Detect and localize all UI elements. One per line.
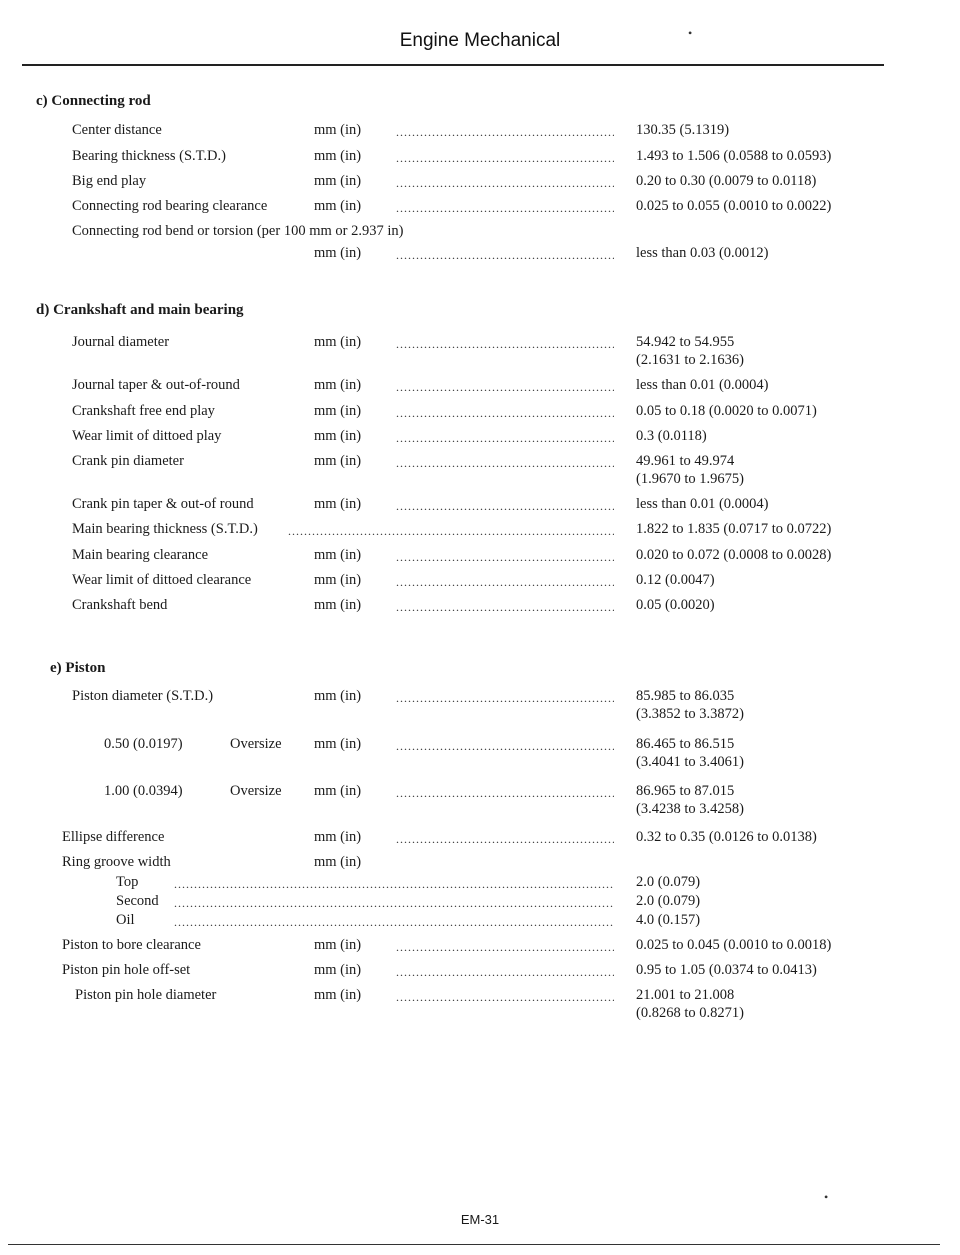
- spec-value: 0.95 to 1.05 (0.0374 to 0.0413): [636, 962, 817, 978]
- oversize-tag: Oversize: [230, 736, 282, 752]
- spec-unit: mm (in): [314, 403, 362, 419]
- spec-value-inch: (2.1631 to 2.1636): [636, 352, 744, 368]
- spec-value: 21.001 to 21.008: [636, 987, 735, 1003]
- spec-unit: mm (in): [314, 854, 362, 870]
- spec-row-pin-taper: [0, 496, 960, 520]
- spec-label: Oil: [116, 912, 135, 928]
- spec-unit: mm (in): [314, 987, 362, 1003]
- dot-leader: [396, 739, 614, 755]
- page-number: EM-31: [460, 1212, 500, 1227]
- spec-unit: mm (in): [314, 198, 362, 214]
- spec-value: 0.020 to 0.072 (0.0008 to 0.0028): [636, 547, 832, 563]
- spec-row-oversize-050: [0, 736, 960, 770]
- spec-row-main-thickness: [0, 521, 960, 545]
- spec-label: Main bearing clearance: [72, 547, 209, 563]
- dot-leader: [396, 380, 614, 396]
- spec-label: Second: [116, 893, 159, 909]
- spec-row-bearing-clearance: [0, 198, 960, 222]
- footer-rule: [8, 1244, 940, 1245]
- spec-value: 85.985 to 86.035: [636, 688, 735, 704]
- spec-unit: mm (in): [314, 962, 362, 978]
- spec-value: 54.942 to 54.955: [636, 334, 735, 350]
- spec-row-oversize-100: [0, 783, 960, 817]
- section-title-piston: e) Piston: [50, 660, 106, 676]
- spec-row-big-end-play: [0, 173, 960, 197]
- spec-row-bend-torsion: [0, 245, 960, 269]
- spec-label: Crank pin diameter: [72, 453, 184, 469]
- spec-row-piston-diameter: [0, 688, 960, 722]
- scan-mark: •: [688, 26, 693, 40]
- spec-value: less than 0.01 (0.0004): [636, 496, 769, 512]
- dot-leader: [396, 940, 614, 956]
- spec-label: Piston pin hole diameter: [75, 987, 217, 1003]
- spec-label: Center distance: [72, 122, 162, 138]
- section-title-connecting-rod: c) Connecting rod: [36, 93, 151, 109]
- spec-label: Piston pin hole off-set: [62, 962, 191, 978]
- spec-value: less than 0.01 (0.0004): [636, 377, 769, 393]
- spec-label: Bearing thickness (S.T.D.): [72, 148, 226, 164]
- spec-label: Big end play: [72, 173, 147, 189]
- spec-unit: mm (in): [314, 496, 362, 512]
- spec-row-wear-limit-play: [0, 428, 960, 452]
- spec-value: 0.05 (0.0020): [636, 597, 715, 613]
- spec-value: 2.0 (0.079): [636, 874, 701, 890]
- spec-value: 86.965 to 87.015: [636, 783, 735, 799]
- header-rule: [22, 64, 884, 66]
- spec-label: Main bearing thickness (S.T.D.): [72, 521, 258, 537]
- dot-leader: [174, 915, 614, 931]
- spec-unit: mm (in): [314, 122, 362, 138]
- spec-unit: mm (in): [314, 547, 362, 563]
- dot-leader: [174, 877, 614, 893]
- spec-label: Connecting rod bearing clearance: [72, 198, 268, 214]
- spec-unit: mm (in): [314, 428, 362, 444]
- dot-leader: [396, 965, 614, 981]
- spec-row-free-end-play: [0, 403, 960, 427]
- spec-value: 4.0 (0.157): [636, 912, 701, 928]
- spec-row-pin-offset: [0, 962, 960, 986]
- spec-label: Ring groove width: [62, 854, 171, 870]
- dot-leader: [396, 201, 614, 217]
- spec-label: Crankshaft free end play: [72, 403, 215, 419]
- scan-mark: •: [824, 1190, 829, 1204]
- dot-leader: [396, 456, 614, 472]
- spec-value: 0.32 to 0.35 (0.0126 to 0.0138): [636, 829, 817, 845]
- spec-unit: mm (in): [314, 453, 362, 469]
- dot-leader: [396, 550, 614, 566]
- spec-row-bore-clearance: [0, 937, 960, 961]
- spec-label: Crankshaft bend: [72, 597, 168, 613]
- spec-label: Top: [116, 874, 139, 890]
- spec-label: 1.00 (0.0394): [104, 783, 183, 799]
- dot-leader: [396, 499, 614, 515]
- spec-row-pin-diameter: [0, 453, 960, 487]
- dot-leader: [396, 786, 614, 802]
- spec-value-inch: (3.4238 to 3.4258): [636, 801, 744, 817]
- spec-value-inch: (3.3852 to 3.3872): [636, 706, 744, 722]
- spec-label: Crank pin taper & out-of round: [72, 496, 254, 512]
- spec-value: 1.493 to 1.506 (0.0588 to 0.0593): [636, 148, 832, 164]
- spec-row-ring-oil: [0, 912, 960, 936]
- dot-leader: [396, 431, 614, 447]
- spec-label: Wear limit of dittoed play: [72, 428, 222, 444]
- spec-row-bend-torsion-label: [0, 223, 960, 247]
- spec-value: 0.025 to 0.045 (0.0010 to 0.0018): [636, 937, 832, 953]
- dot-leader: [288, 524, 614, 540]
- spec-value-inch: (3.4041 to 3.4061): [636, 754, 744, 770]
- dot-leader: [396, 125, 614, 141]
- spec-row-wear-limit-clearance: [0, 572, 960, 596]
- oversize-tag: Oversize: [230, 783, 282, 799]
- spec-row-ellipse-difference: [0, 829, 960, 853]
- page-header: Engine Mechanical: [399, 30, 561, 51]
- spec-label: Piston to bore clearance: [62, 937, 201, 953]
- spec-unit: mm (in): [314, 829, 362, 845]
- spec-label: Journal diameter: [72, 334, 170, 350]
- spec-label: Piston diameter (S.T.D.): [72, 688, 214, 704]
- spec-row-bearing-thickness: [0, 148, 960, 172]
- spec-unit: mm (in): [314, 377, 362, 393]
- spec-row-journal-diameter: [0, 334, 960, 368]
- spec-row-pin-hole-diameter: [0, 987, 960, 1021]
- dot-leader: [396, 691, 614, 707]
- spec-value-inch: (1.9670 to 1.9675): [636, 471, 744, 487]
- spec-unit: mm (in): [314, 688, 362, 704]
- spec-label: Connecting rod bend or torsion (per 100 mm or 2.937 in): [72, 223, 404, 239]
- dot-leader: [174, 896, 614, 912]
- spec-value: 1.822 to 1.835 (0.0717 to 0.0722): [636, 521, 832, 537]
- spec-label: Wear limit of dittoed clearance: [72, 572, 252, 588]
- spec-row-center-distance: [0, 122, 960, 146]
- spec-unit: mm (in): [314, 148, 362, 164]
- spec-value: 2.0 (0.079): [636, 893, 701, 909]
- spec-value: 0.3 (0.0118): [636, 428, 707, 444]
- spec-unit: mm (in): [314, 173, 362, 189]
- spec-row-journal-taper: [0, 377, 960, 401]
- spec-value: less than 0.03 (0.0012): [636, 245, 769, 261]
- dot-leader: [396, 600, 614, 616]
- dot-leader: [396, 990, 614, 1006]
- spec-row-main-clearance: [0, 547, 960, 571]
- spec-value: 49.961 to 49.974: [636, 453, 735, 469]
- dot-leader: [396, 832, 614, 848]
- spec-unit: mm (in): [314, 736, 362, 752]
- spec-label: Journal taper & out-of-round: [72, 377, 240, 393]
- spec-value: 0.12 (0.0047): [636, 572, 715, 588]
- spec-value: 0.05 to 0.18 (0.0020 to 0.0071): [636, 403, 817, 419]
- spec-value: 0.20 to 0.30 (0.0079 to 0.0118): [636, 173, 817, 189]
- spec-value: 130.35 (5.1319): [636, 122, 730, 138]
- dot-leader: [396, 176, 614, 192]
- section-title-crankshaft: d) Crankshaft and main bearing: [36, 302, 244, 318]
- spec-row-crankshaft-bend: [0, 597, 960, 621]
- spec-unit: mm (in): [314, 572, 362, 588]
- dot-leader: [396, 575, 614, 591]
- dot-leader: [396, 337, 614, 353]
- spec-unit: mm (in): [314, 783, 362, 799]
- spec-value-inch: (0.8268 to 0.8271): [636, 1005, 744, 1021]
- spec-unit: mm (in): [314, 245, 362, 261]
- spec-unit: mm (in): [314, 937, 362, 953]
- spec-value: 0.025 to 0.055 (0.0010 to 0.0022): [636, 198, 832, 214]
- spec-unit: mm (in): [314, 597, 362, 613]
- dot-leader: [396, 406, 614, 422]
- spec-unit: mm (in): [314, 334, 362, 350]
- spec-label: Ellipse difference: [62, 829, 165, 845]
- dot-leader: [396, 248, 614, 264]
- dot-leader: [396, 151, 614, 167]
- spec-value: 86.465 to 86.515: [636, 736, 735, 752]
- spec-label: 0.50 (0.0197): [104, 736, 183, 752]
